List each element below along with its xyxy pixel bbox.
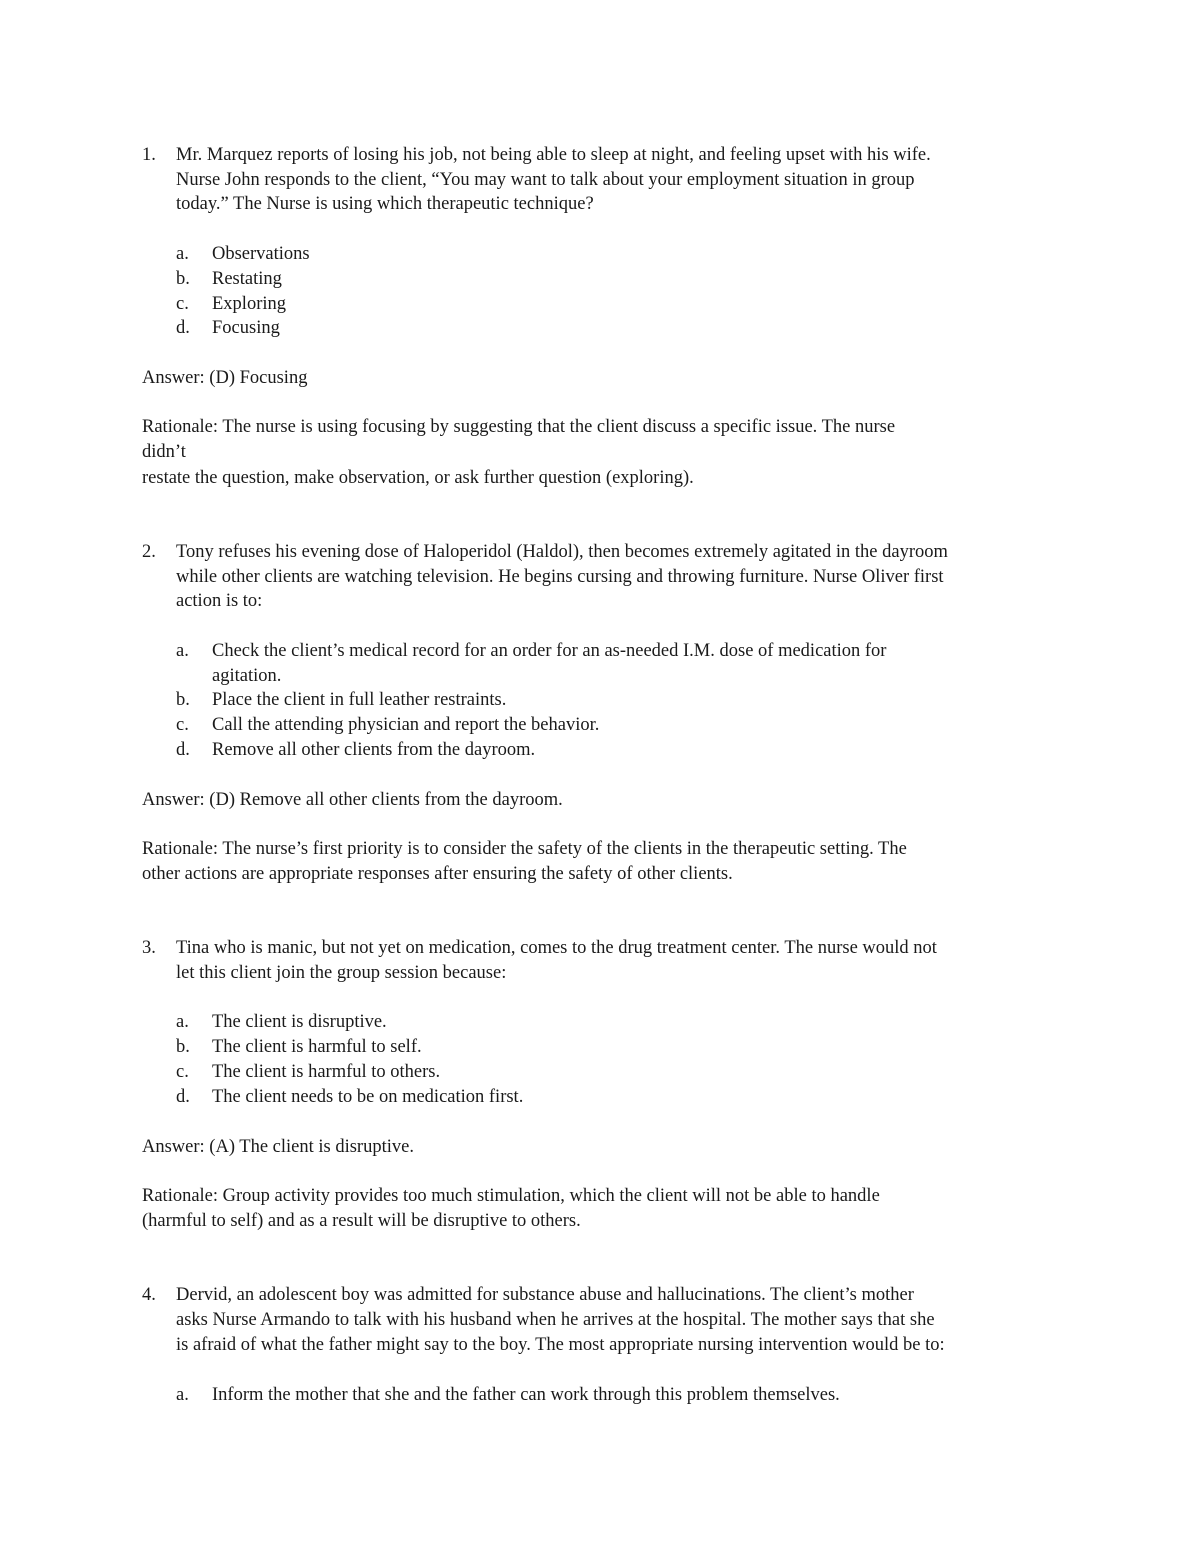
question-text: asks Nurse Armando to talk with his husband when he arrives at the hospital. The mother says that she — [176, 1310, 935, 1330]
question-text: while other clients are watching television. He begins cursing and throwing furniture. Nurse Oliver first — [176, 567, 944, 587]
rationale-line: other actions are appropriate responses after ensuring the safety of other clients. — [142, 864, 733, 884]
option-text: Call the attending physician and report the behavior. — [212, 715, 600, 735]
option-text: The client is harmful to self. — [212, 1037, 422, 1057]
question-text: action is to: — [176, 591, 263, 611]
question-text: Nurse John responds to the client, “You may want to talk about your employment situation in group — [176, 170, 915, 190]
option-letter: b. — [176, 269, 190, 289]
option-text: The client is harmful to others. — [212, 1062, 441, 1082]
option-letter: d. — [176, 1087, 190, 1107]
option-letter: a. — [176, 244, 189, 264]
option-text: Exploring — [212, 294, 286, 314]
answer-line: Answer: (D) Focusing — [142, 368, 308, 388]
question-number: 2. — [142, 542, 156, 562]
option-letter: b. — [176, 1037, 190, 1057]
option-letter: b. — [176, 690, 190, 710]
question-text: Tina who is manic, but not yet on medication, comes to the drug treatment center. The nurse would not — [176, 938, 937, 958]
option-letter: a. — [176, 1012, 189, 1032]
option-text: agitation. — [212, 666, 282, 686]
option-text: Observations — [212, 244, 310, 264]
question-number: 3. — [142, 938, 156, 958]
rationale-line: (harmful to self) and as a result will be disruptive to others. — [142, 1211, 581, 1231]
option-letter: c. — [176, 1062, 189, 1082]
rationale-line: Rationale: Group activity provides too much stimulation, which the client will not be able to handle — [142, 1186, 880, 1206]
option-text: Check the client’s medical record for an order for an as-needed I.M. dose of medication for — [212, 641, 887, 661]
answer-line: Answer: (A) The client is disruptive. — [142, 1137, 414, 1157]
rationale-line: Rationale: The nurse’s first priority is to consider the safety of the clients in the therapeutic setting. The — [142, 839, 907, 859]
rationale-line: didn’t — [142, 442, 186, 462]
option-letter: c. — [176, 715, 189, 735]
option-letter: c. — [176, 294, 189, 314]
option-text: Remove all other clients from the dayroom. — [212, 740, 536, 760]
question-number: 4. — [142, 1285, 156, 1305]
option-text: The client needs to be on medication first. — [212, 1087, 524, 1107]
question-text: today.” The Nurse is using which therapeutic technique? — [176, 194, 594, 214]
option-letter: a. — [176, 1385, 189, 1405]
option-text: Focusing — [212, 318, 280, 338]
question-text: Dervid, an adolescent boy was admitted for substance abuse and hallucinations. The client’s mother — [176, 1285, 914, 1305]
option-text: The client is disruptive. — [212, 1012, 387, 1032]
question-text: Tony refuses his evening dose of Haloperidol (Haldol), then becomes extremely agitated in the dayroom — [176, 542, 948, 562]
option-text: Inform the mother that she and the father can work through this problem themselves. — [212, 1385, 840, 1405]
option-text: Restating — [212, 269, 282, 289]
rationale-line: Rationale: The nurse is using focusing by suggesting that the client discuss a specific issue. The nurse — [142, 417, 896, 437]
answer-line: Answer: (D) Remove all other clients from the dayroom. — [142, 790, 563, 810]
question-text: let this client join the group session because: — [176, 963, 507, 983]
rationale-line: restate the question, make observation, or ask further question (exploring). — [142, 468, 694, 488]
question-number: 1. — [142, 145, 156, 165]
question-text: is afraid of what the father might say to the boy. The most appropriate nursing intervention would be to: — [176, 1335, 945, 1355]
question-text: Mr. Marquez reports of losing his job, not being able to sleep at night, and feeling upset with his wife. — [176, 145, 931, 165]
option-letter: a. — [176, 641, 189, 661]
option-letter: d. — [176, 740, 190, 760]
option-letter: d. — [176, 318, 190, 338]
option-text: Place the client in full leather restraints. — [212, 690, 507, 710]
